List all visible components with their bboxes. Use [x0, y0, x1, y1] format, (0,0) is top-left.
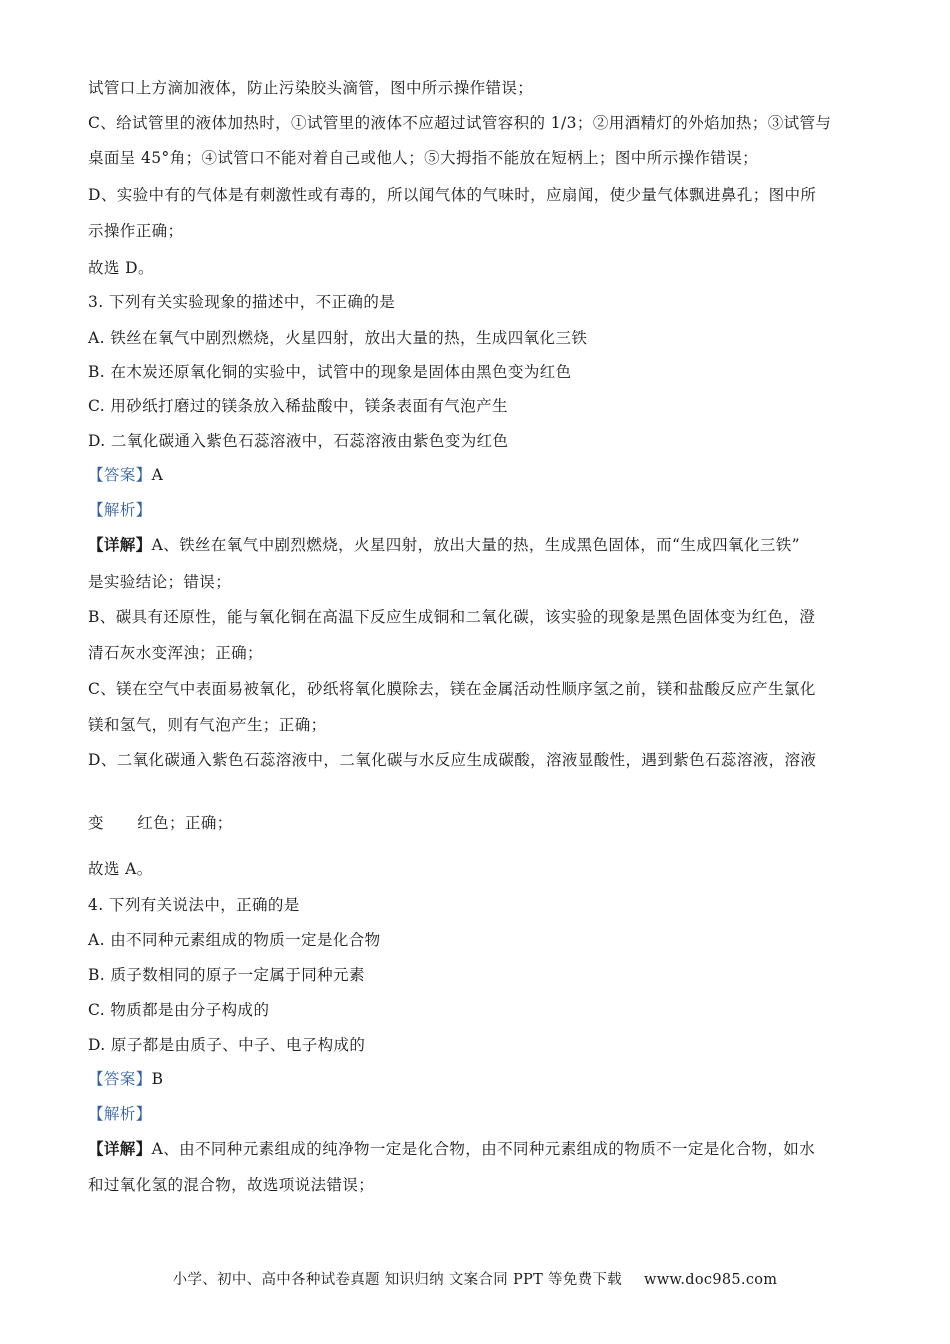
question-4-option-c: C. 物质都是由分子构成的 [88, 1001, 270, 1019]
question-4-option-d: D. 原子都是由质子、中子、电子构成的 [88, 1036, 366, 1054]
text-line: 故选 D。 [88, 259, 154, 277]
question-3-answer [88, 465, 163, 485]
question-3-option-a: A. 铁丝在氧气中剧烈燃烧，火星四射，放出大量的热，生成四氧化三铁 [88, 329, 588, 347]
text-line: 是实验结论；错误； [88, 573, 232, 591]
text-line: 变 红色；正确； [88, 814, 233, 832]
text-line: 桌面呈 45°角；④试管口不能对着自己或他人；⑤大拇指不能放在短柄上；图中所示操作错误； [88, 149, 759, 167]
question-3-option-d: D. 二氧化碳通入紫色石蕊溶液中，石蕊溶液由紫色变为红色 [88, 432, 509, 450]
text-line: 和过氧化氢的混合物，故选项说法错误； [88, 1176, 375, 1194]
text-line: D、实验中有的气体是有刺激性或有毒的，所以闻气体的气味时，应扇闻，使少量气体飘进鼻孔；图中所 [88, 186, 817, 204]
question-3-analysis-label: 【解析】 [88, 501, 152, 519]
page-footer [0, 1270, 950, 1290]
text-line: 清石灰水变浑浊；正确； [88, 644, 263, 662]
answer-label: 【答案】 [88, 466, 152, 484]
text-line: 示操作正确； [88, 222, 184, 240]
question-4-answer: 【答案】B [88, 1070, 164, 1088]
text-line: C、给试管里的液体加热时，①试管里的液体不应超过试管容积的 1/3；②用酒精灯的外焰加热；③试管与 [88, 114, 832, 132]
text-line: 镁和氢气，则有气泡产生；正确； [88, 716, 327, 734]
question-3-option-b: B. 在木炭还原氧化铜的实验中，试管中的现象是固体由黑色变为红色 [88, 363, 572, 381]
footer-site: www.doc985.com [643, 1272, 778, 1288]
question-3-option-c: C. 用砂纸打磨过的镁条放入稀盐酸中，镁条表面有气泡产生 [88, 397, 508, 415]
answer-value: A [151, 466, 164, 484]
question-4-option-b: B. 质子数相同的原子一定属于同种元素 [88, 966, 365, 984]
question-3-stem: 3. 下列有关实验现象的描述中，不正确的是 [88, 293, 396, 311]
question-4-detail: 【详解】A、由不同种元素组成的纯净物一定是化合物，由不同种元素组成的物质不一定是化合物，如水 [88, 1139, 816, 1158]
question-4-option-a: A. 由不同种元素组成的物质一定是化合物 [88, 931, 381, 949]
text-line: C、镁在空气中表面易被氧化，砂纸将氧化膜除去，镁在金属活动性顺序氢之前，镁和盐酸反应产生氯化 [88, 680, 816, 698]
question-3-detail: 【详解】A、铁丝在氧气中剧烈燃烧，火星四射，放出大量的热，生成黑色固体，而“生成四氧化三铁” [88, 535, 800, 554]
question-4-analysis-label: 【解析】 [88, 1105, 152, 1123]
text-line: 试管口上方滴加液体，防止污染胶头滴管，图中所示操作错误； [88, 79, 534, 97]
text-line: D、二氧化碳通入紫色石蕊溶液中，二氧化碳与水反应生成碳酸，溶液显酸性，遇到紫色石蕊溶液，溶液 [88, 751, 817, 769]
footer-text: 小学、初中、高中各种试卷真题 知识归纳 文案合同 PPT 等免费下载 [172, 1272, 622, 1288]
text-line: 故选 A。 [88, 860, 153, 878]
text-line: B、碳具有还原性，能与氧化铜在高温下反应生成铜和二氧化碳，该实验的现象是黑色固体变为红色，澄 [88, 608, 816, 626]
detail-label: 【详解】 [88, 535, 152, 554]
question-4-stem: 4. 下列有关说法中，正确的是 [88, 896, 300, 914]
